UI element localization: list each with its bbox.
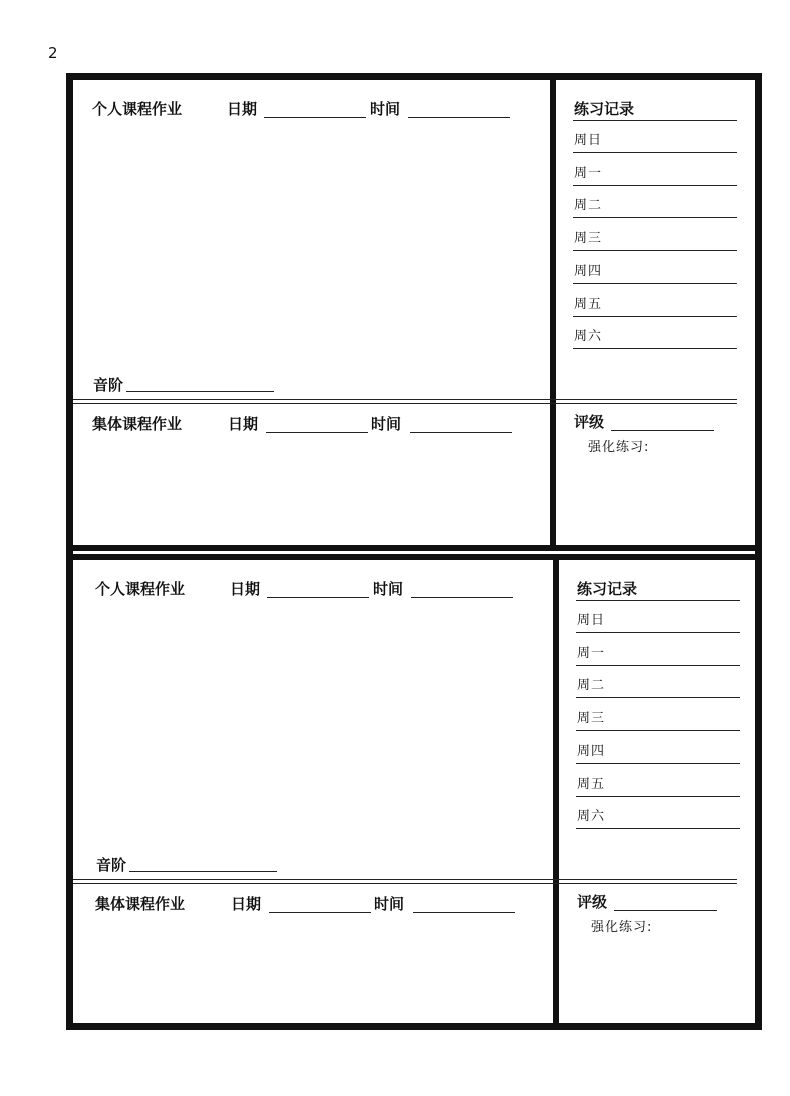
card2-rating-label: 评级 — [577, 893, 608, 911]
card1-day-label-5: 周五 — [574, 296, 603, 312]
card1-day-line-2[interactable] — [573, 217, 737, 218]
card2-scale-field[interactable] — [129, 871, 277, 872]
card1-day-line-6[interactable] — [573, 348, 737, 349]
card1-divider-line-a — [73, 399, 737, 400]
card2-day-label-3: 周三 — [577, 711, 606, 727]
card1-practice-log-title: 练习记录 — [574, 100, 635, 118]
frame-left — [66, 73, 73, 1030]
card1-time-field[interactable] — [408, 117, 510, 118]
card2-time-label: 时间 — [373, 580, 404, 598]
card1-rating-label: 评级 — [574, 413, 605, 431]
card2-personal-homework-label: 个人课程作业 — [95, 580, 186, 598]
card1-day-line-1[interactable] — [573, 185, 737, 186]
card2-day-line-0[interactable] — [576, 632, 740, 633]
frame-top — [66, 73, 762, 80]
divider-vertical-top — [550, 73, 556, 551]
card1-date-label: 日期 — [227, 100, 258, 118]
card1-date-field[interactable] — [264, 117, 366, 118]
card2-date-label: 日期 — [230, 580, 261, 598]
card2-scale-label: 音阶 — [96, 856, 127, 874]
card1-day-line-4[interactable] — [573, 283, 737, 284]
card2-day-line-3[interactable] — [576, 730, 740, 731]
card1-group-time-field[interactable] — [410, 432, 512, 433]
card2-group-time-field[interactable] — [413, 912, 515, 913]
card2-day-label-5: 周五 — [577, 776, 606, 792]
card1-scale-field[interactable] — [126, 391, 274, 392]
card2-practice-log-underline — [576, 600, 740, 601]
card2-rating-field[interactable] — [614, 910, 717, 911]
card2-time-field[interactable] — [411, 597, 513, 598]
card1-personal-homework-label: 个人课程作业 — [92, 100, 183, 118]
divider-vertical-bottom — [553, 556, 559, 1030]
card1-day-label-4: 周四 — [574, 263, 603, 279]
card1-rating-field[interactable] — [611, 430, 714, 431]
card2-day-label-4: 周四 — [577, 743, 606, 759]
card2-day-label-2: 周二 — [577, 678, 606, 694]
card1-intensive-practice-label: 强化练习: — [588, 440, 650, 455]
card2-group-date-label: 日期 — [231, 895, 262, 913]
card1-divider-line-b — [73, 403, 737, 404]
card2-day-line-6[interactable] — [576, 828, 740, 829]
frame-right — [755, 73, 762, 1030]
card1-group-date-field[interactable] — [266, 432, 368, 433]
card2-group-date-field[interactable] — [269, 912, 371, 913]
card1-day-label-6: 周六 — [574, 329, 603, 345]
card1-group-time-label: 时间 — [371, 415, 402, 433]
card2-day-line-5[interactable] — [576, 796, 740, 797]
separator-middle-b — [66, 554, 762, 560]
card2-group-homework-label: 集体课程作业 — [95, 895, 186, 913]
card1-time-label: 时间 — [370, 100, 401, 118]
card1-day-label-3: 周三 — [574, 231, 603, 247]
card2-day-line-4[interactable] — [576, 763, 740, 764]
card2-day-label-6: 周六 — [577, 809, 606, 825]
card2-date-field[interactable] — [267, 597, 369, 598]
card1-group-date-label: 日期 — [228, 415, 259, 433]
card2-divider-line-a — [73, 879, 737, 880]
card1-day-line-0[interactable] — [573, 152, 737, 153]
card1-day-label-1: 周一 — [574, 165, 603, 181]
card1-practice-log-underline — [573, 120, 737, 121]
frame-bottom — [66, 1023, 762, 1030]
card2-intensive-practice-label: 强化练习: — [591, 920, 653, 935]
card1-group-homework-label: 集体课程作业 — [92, 415, 183, 433]
separator-middle-a — [66, 545, 762, 551]
card2-day-label-0: 周日 — [577, 613, 606, 628]
card1-day-label-2: 周二 — [574, 198, 603, 214]
card1-scale-label: 音阶 — [93, 376, 124, 394]
card1-day-line-5[interactable] — [573, 316, 737, 317]
card2-day-label-1: 周一 — [577, 645, 606, 661]
card1-day-label-0: 周日 — [574, 133, 603, 148]
card2-divider-line-b — [73, 883, 737, 884]
card2-group-time-label: 时间 — [374, 895, 405, 913]
card2-day-line-1[interactable] — [576, 665, 740, 666]
card2-day-line-2[interactable] — [576, 697, 740, 698]
page-number: 2 — [48, 44, 58, 62]
card2-practice-log-title: 练习记录 — [577, 580, 638, 598]
card1-day-line-3[interactable] — [573, 250, 737, 251]
